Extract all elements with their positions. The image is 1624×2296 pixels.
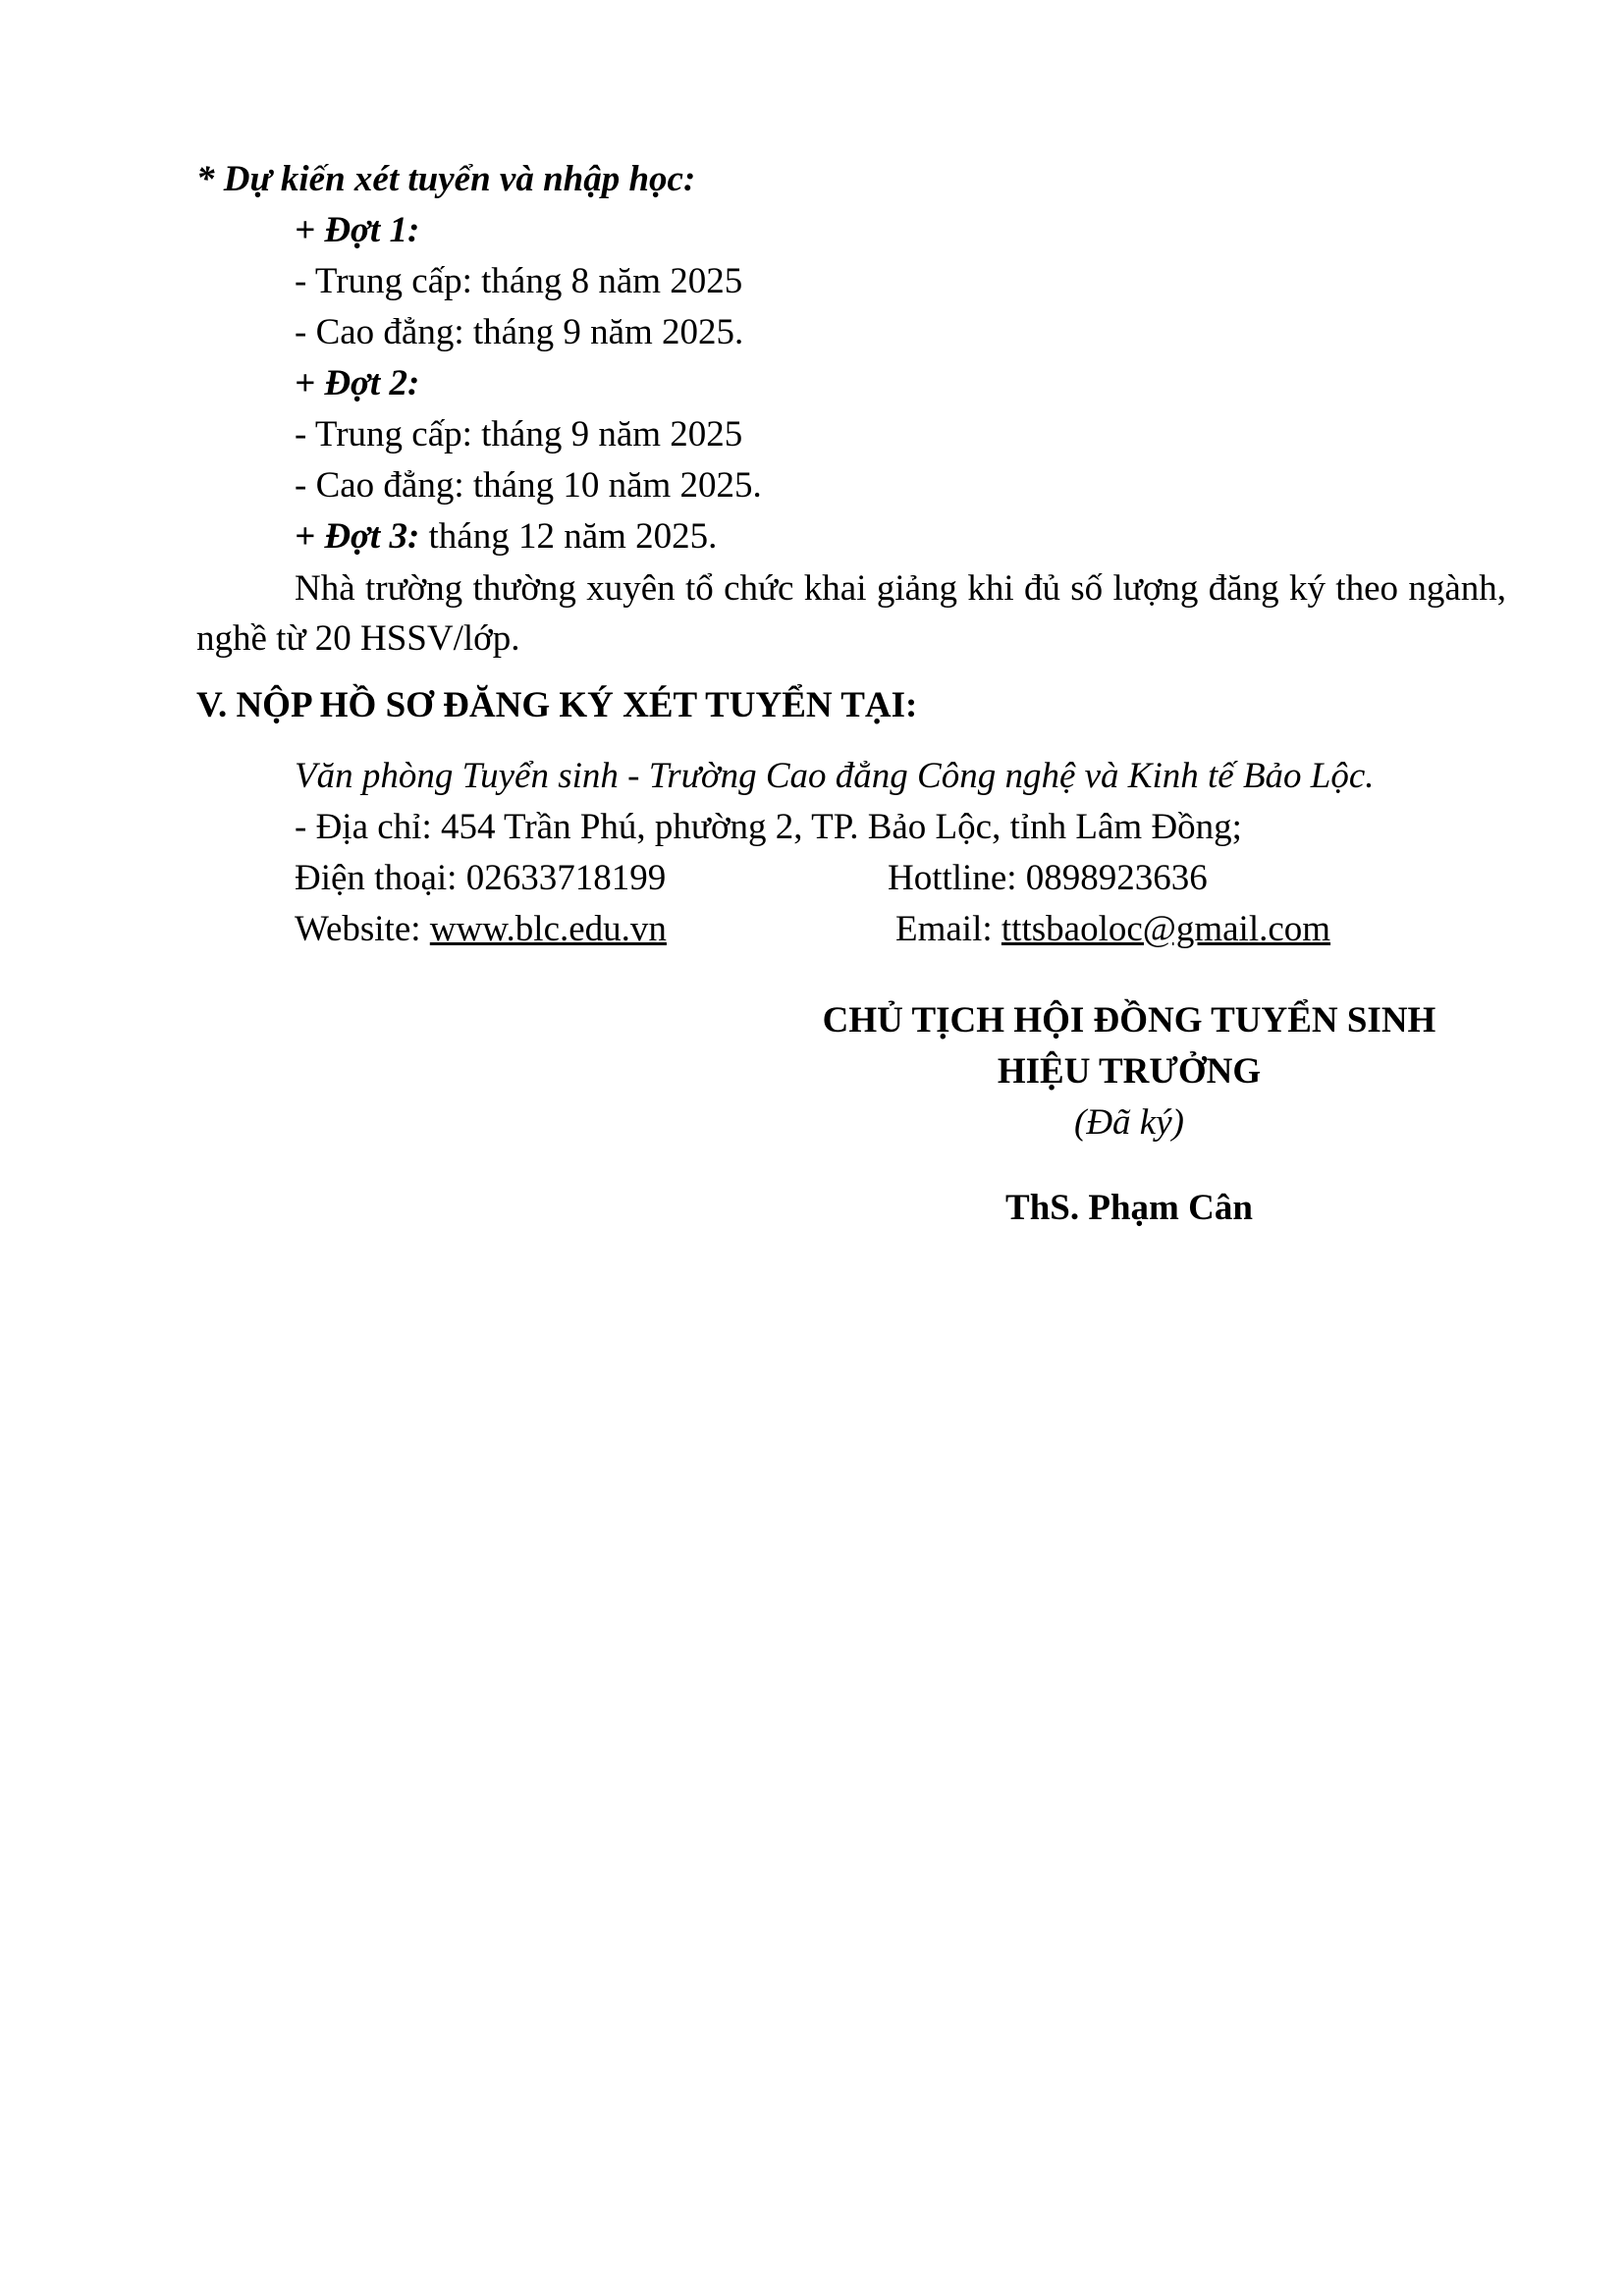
- website-link[interactable]: www.blc.edu.vn: [429, 909, 667, 949]
- phone-label: Điện thoại:: [295, 858, 466, 898]
- signatory-name: ThS. Phạm Cân: [1005, 1188, 1253, 1228]
- round3-text: tháng 12 năm 2025.: [419, 516, 718, 557]
- round3-label: + Đợt 3:: [295, 516, 420, 557]
- email-label: Email:: [895, 909, 1001, 949]
- signed-note: (Đã ký): [1074, 1102, 1184, 1143]
- schedule-heading: * Dự kiến xét tuyển và nhập học:: [196, 159, 696, 199]
- round3-line: [295, 512, 717, 561]
- phone-line: [295, 854, 666, 903]
- round2-item: - Cao đẳng: tháng 10 năm 2025.: [295, 465, 762, 506]
- round1-item: - Cao đẳng: tháng 9 năm 2025.: [295, 312, 744, 352]
- address: - Địa chỉ: 454 Trần Phú, phường 2, TP. Bảo Lộc, tỉnh Lâm Đồng;: [295, 807, 1242, 847]
- phone-number: 02633718199: [465, 858, 667, 898]
- hotline-label: Hottline:: [888, 858, 1026, 898]
- signature-title-2: HIỆU TRƯỞNG: [997, 1051, 1262, 1092]
- website-label: Website:: [295, 909, 430, 949]
- email-link[interactable]: tttsbaoloc@gmail.com: [1001, 909, 1331, 949]
- hotline-number: 0898923636: [1025, 858, 1208, 898]
- website-line: [295, 905, 667, 954]
- round1-label: + Đợt 1:: [295, 210, 420, 250]
- office-name: Văn phòng Tuyển sinh - Trường Cao đẳng Công nghệ và Kinh tế Bảo Lộc.: [295, 756, 1375, 796]
- round2-label: + Đợt 2:: [295, 363, 420, 403]
- signature-title-1: CHỦ TỊCH HỘI ĐỒNG TUYỂN SINH: [822, 1000, 1436, 1041]
- submission-heading: V. NỘP HỒ SƠ ĐĂNG KÝ XÉT TUYỂN TẠI:: [196, 685, 918, 725]
- round1-item: - Trung cấp: tháng 8 năm 2025: [295, 261, 743, 301]
- schedule-note: Nhà trường thường xuyên tổ chức khai giảng khi đủ số lượng đăng ký theo ngành, nghề từ 20 HSSV/lớp.: [196, 568, 1506, 659]
- email-line: [895, 905, 1330, 954]
- round2-item: - Trung cấp: tháng 9 năm 2025: [295, 414, 743, 454]
- hotline-line: [888, 854, 1208, 903]
